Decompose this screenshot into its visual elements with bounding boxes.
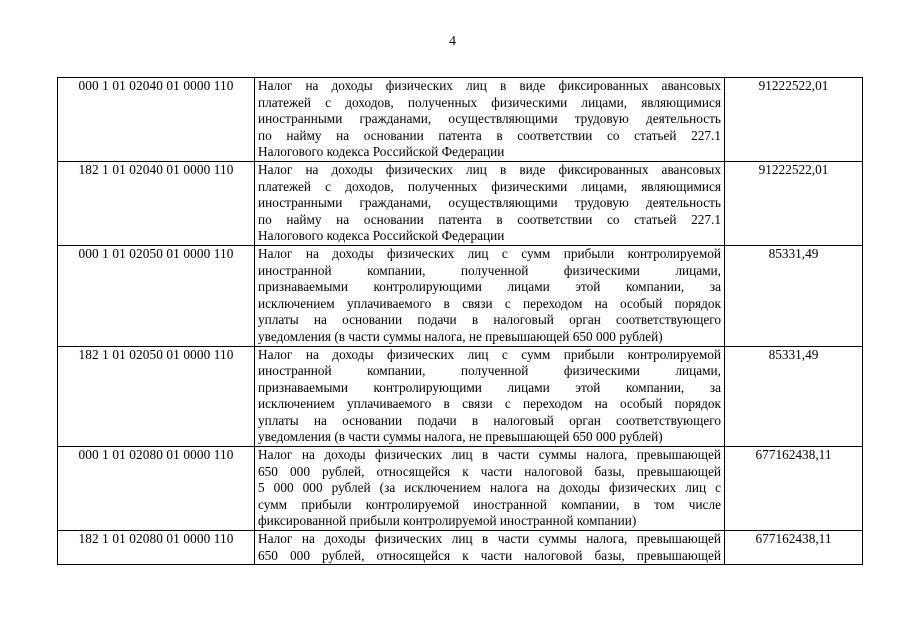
revenue-name-line: иностранной компании, полученной физическими лицами, bbox=[258, 262, 721, 278]
revenue-name-line: Налог на доходы физических лиц в виде фиксированных авансовых bbox=[258, 78, 721, 93]
revenue-name bbox=[255, 78, 725, 162]
revenue-name-line: уведомления (в части суммы налога, не превышающей 650 000 рублей) bbox=[258, 328, 663, 344]
revenue-name-line: 650 000 рублей, относящейся к части налоговой базы, превышающей bbox=[258, 547, 721, 563]
revenue-name-line: Налог на доходы физических лиц с сумм прибыли контролируемой bbox=[258, 346, 721, 362]
revenue-table bbox=[57, 77, 863, 565]
revenue-amount: 677162438,11 bbox=[725, 531, 863, 565]
revenue-name-line: сумм прибыли контролируемой иностранной компании, в том числе bbox=[258, 496, 721, 512]
revenue-name-line: уплаты на основании подачи в налоговый орган соответствующего bbox=[258, 312, 721, 328]
revenue-amount: 677162438,11 bbox=[725, 447, 863, 531]
budget-classification-code: 000 1 01 02050 01 0000 110 bbox=[58, 245, 255, 346]
revenue-name-line: платежей с доходов, полученных физическими лицами, являющимися bbox=[258, 178, 721, 194]
revenue-name-line: исключением уплачиваемого в связи с переходом на особый порядок bbox=[258, 396, 721, 412]
table-row bbox=[58, 78, 863, 162]
revenue-amount: 91222522,01 bbox=[725, 78, 863, 162]
revenue-name-line: признаваемыми контролирующими лицами этой компании, за bbox=[258, 379, 721, 395]
revenue-name bbox=[255, 531, 725, 565]
revenue-name-line: Налог на доходы физических лиц в виде фиксированных авансовых bbox=[258, 161, 721, 177]
revenue-name-line: иностранными гражданами, осуществляющими трудовую деятельность bbox=[258, 111, 721, 127]
revenue-name-line: исключением уплачиваемого в связи с переходом на особый порядок bbox=[258, 295, 721, 311]
revenue-amount: 91222522,01 bbox=[725, 161, 863, 245]
revenue-name-line: иностранной компании, полученной физическими лицами, bbox=[258, 363, 721, 379]
table-row bbox=[58, 245, 863, 346]
budget-classification-code: 182 1 01 02080 01 0000 110 bbox=[58, 531, 255, 565]
budget-classification-code: 000 1 01 02080 01 0000 110 bbox=[58, 447, 255, 531]
revenue-name-line: уведомления (в части суммы налога, не превышающей 650 000 рублей) bbox=[258, 429, 663, 445]
revenue-name-line: иностранными гражданами, осуществляющими трудовую деятельность bbox=[258, 195, 721, 211]
revenue-name bbox=[255, 161, 725, 245]
revenue-name-line: по найму на основании патента в соответствии со статьей 227.1 bbox=[258, 211, 721, 227]
revenue-name-line: признаваемыми контролирующими лицами этой компании, за bbox=[258, 279, 721, 295]
revenue-name-line: Налог на доходы физических лиц в части суммы налога, превышающей bbox=[258, 447, 721, 463]
revenue-name-line: 650 000 рублей, относящейся к части налоговой базы, превышающей bbox=[258, 463, 721, 479]
budget-classification-code: 182 1 01 02050 01 0000 110 bbox=[58, 346, 255, 447]
revenue-name-line: Налогового кодекса Российской Федерации bbox=[258, 228, 505, 244]
revenue-amount: 85331,49 bbox=[725, 245, 863, 346]
revenue-name bbox=[255, 447, 725, 531]
revenue-name bbox=[255, 245, 725, 346]
table-row bbox=[58, 447, 863, 531]
budget-classification-code: 000 1 01 02040 01 0000 110 bbox=[58, 78, 255, 162]
revenue-name-line: Налог на доходы физических лиц с сумм прибыли контролируемой bbox=[258, 245, 721, 261]
table-row bbox=[58, 531, 863, 565]
revenue-name-line: платежей с доходов, полученных физическими лицами, являющимися bbox=[258, 94, 721, 110]
revenue-name-line: Налог на доходы физических лиц в части суммы налога, превышающей bbox=[258, 531, 721, 547]
revenue-table-body bbox=[58, 78, 863, 565]
revenue-name-line: фиксированной прибыли контролируемой иностранной компании) bbox=[258, 513, 637, 529]
revenue-name bbox=[255, 346, 725, 447]
page-number: 4 bbox=[449, 34, 456, 49]
revenue-name-line: 5 000 000 рублей (за исключением налога на доходы физических лиц с bbox=[258, 480, 721, 496]
revenue-amount: 85331,49 bbox=[725, 346, 863, 447]
revenue-name-line: по найму на основании патента в соответствии со статьей 227.1 bbox=[258, 127, 721, 143]
revenue-name-line: уплаты на основании подачи в налоговый орган соответствующего bbox=[258, 412, 721, 428]
budget-classification-code: 182 1 01 02040 01 0000 110 bbox=[58, 161, 255, 245]
table-row bbox=[58, 346, 863, 447]
revenue-name-line: Налогового кодекса Российской Федерации bbox=[258, 144, 505, 160]
table-row bbox=[58, 161, 863, 245]
